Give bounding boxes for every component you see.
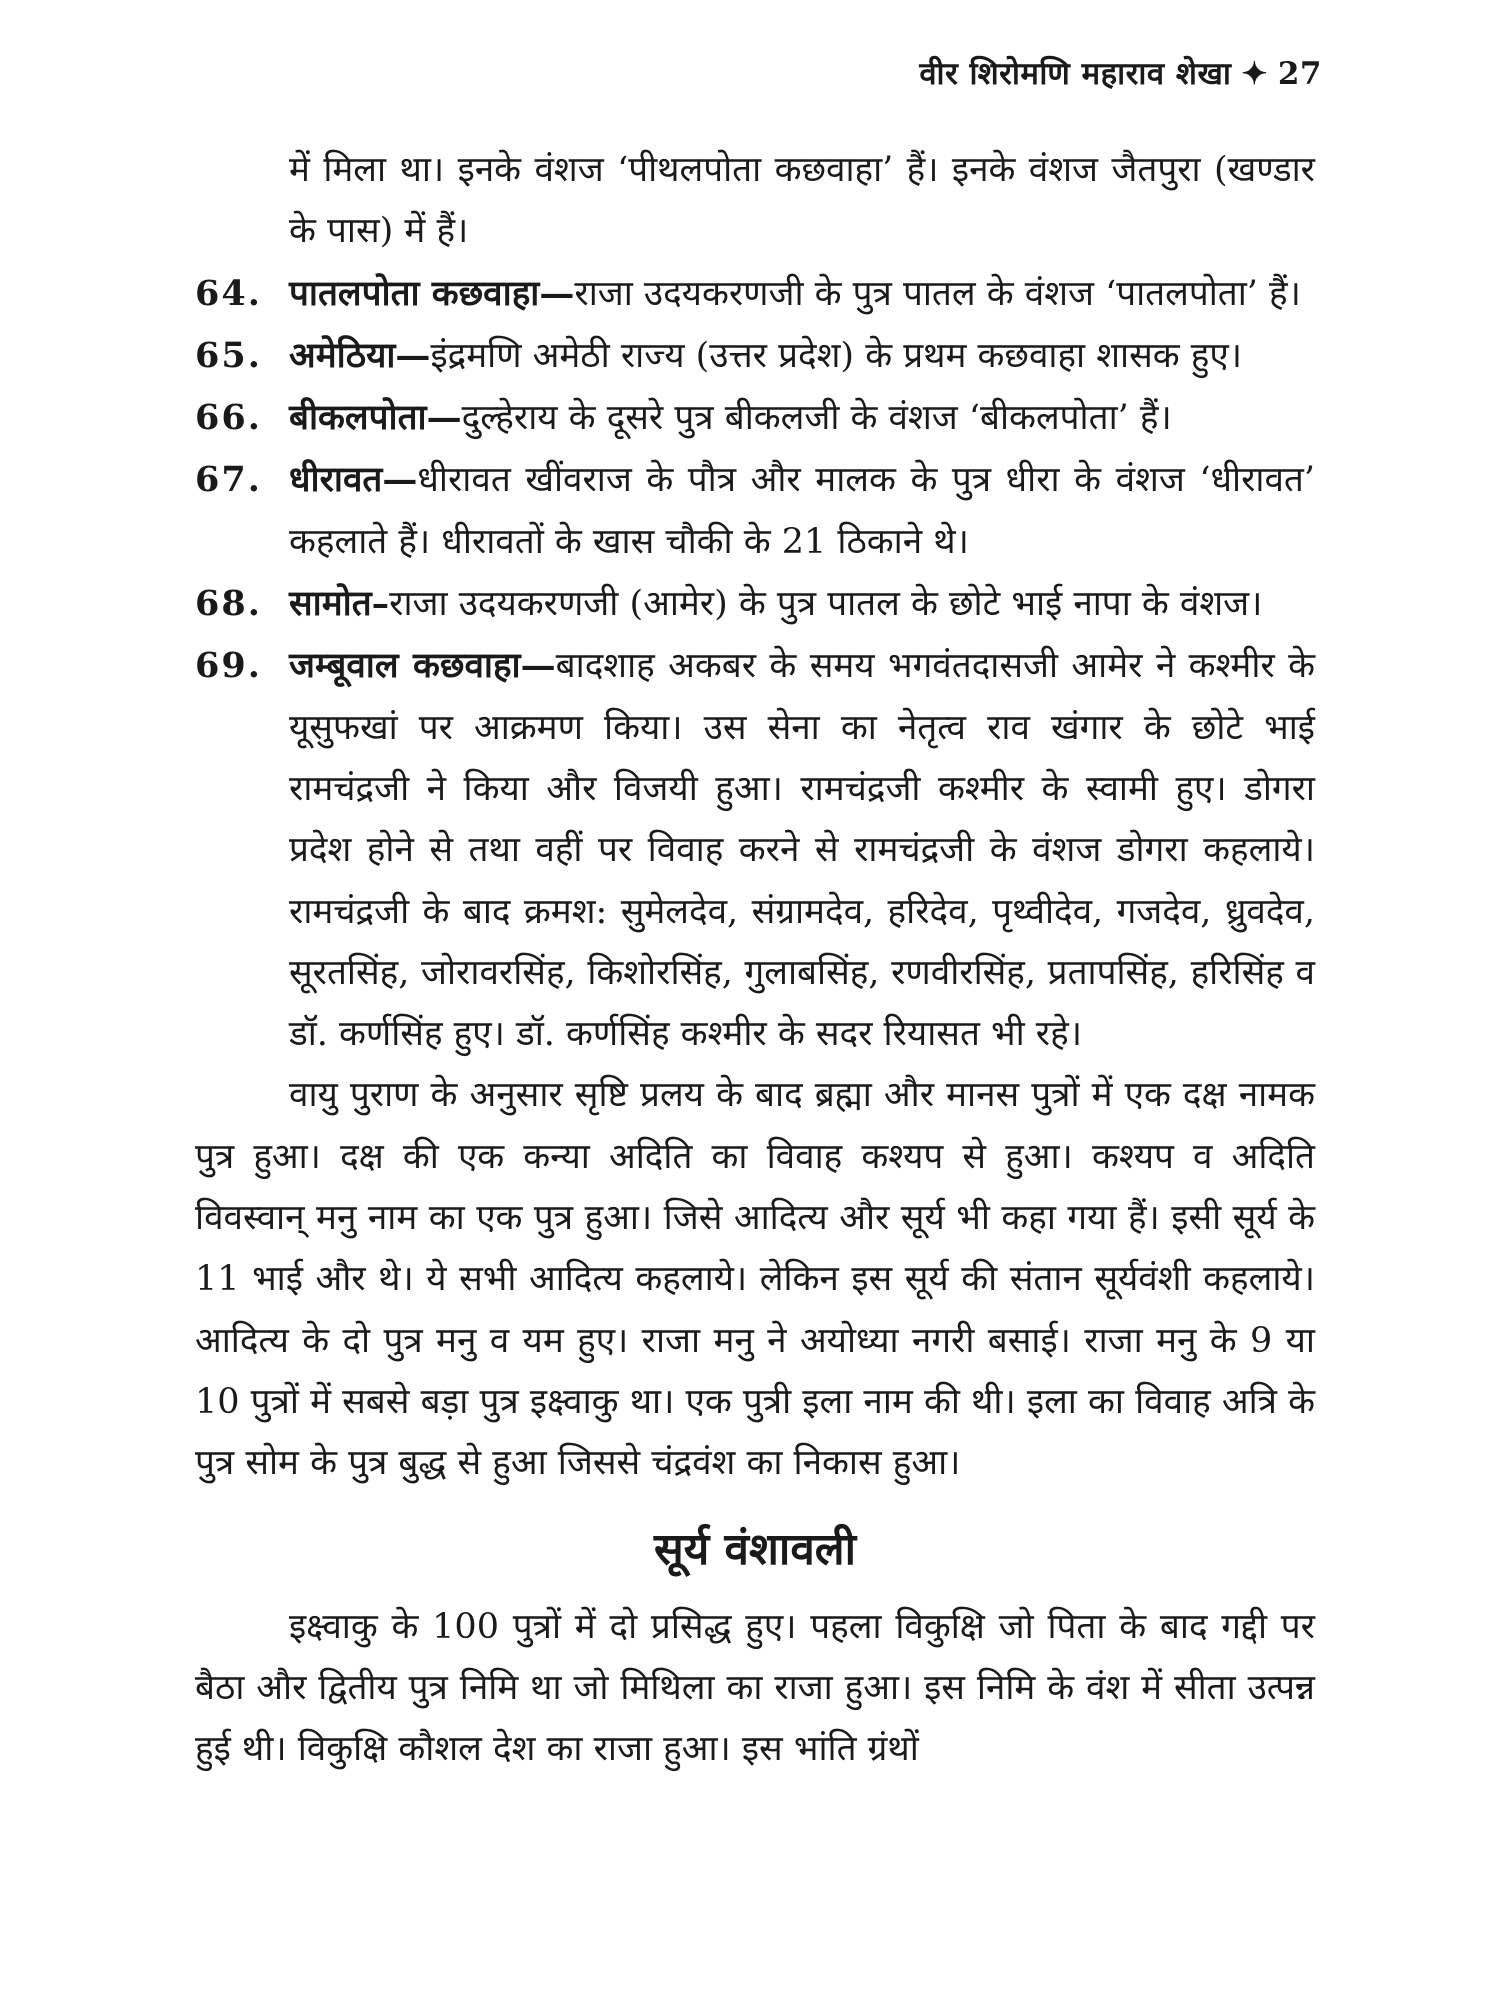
- entry-number: 67.: [195, 459, 262, 501]
- entry-body: [289, 325, 1315, 387]
- entry-text: दुल्हेराय के दूसरे पुत्र बीकलजी के वंशज ‘बीकलपोता’ हैं।: [461, 398, 1172, 439]
- entry-text: राजा उदयकरणजी (आमेर) के पुत्र पातल के छोटे भाई नापा के वंशज।: [389, 584, 1263, 625]
- section-heading: सूर्य वंशावली: [653, 1523, 857, 1575]
- entry-term: बीकलपोता—: [289, 397, 462, 439]
- paragraph-ikshvaku: इक्ष्वाकु के 100 पुत्रों में दो प्रसिद्ध हुए। पहला विकुक्षि जो पिता के बाद गद्दी पर बैठा और द्वितीय पुत्र निमि था जो मिथिला का राजा हुआ। इस निमि के वंश में सीता उत्पन्न हुई थी। विकुक्षि कौशल देश का राजा हुआ। इस भांति ग्रंथों: [195, 1606, 1315, 1770]
- entry-body: [289, 387, 1315, 449]
- entry-number: 65.: [195, 334, 262, 376]
- entry-body: [289, 635, 1315, 1065]
- entry-text: धीरावत खींवराज के पौत्र और मालक के पुत्र धीरा के वंशज ‘धीरावत’ कहलाते हैं। धीरावतों के खास चौकी के 21 ठिकाने थे।: [289, 460, 1315, 562]
- continuation-text: में मिला था। इनके वंशज ‘पीथलपोता कछवाहा’ हैं। इनके वंशज जैतपुरा (खण्डार के पास) में हैं।: [289, 150, 1315, 252]
- entry-text: इंद्रमणि अमेठी राज्य (उत्तर प्रदेश) के प्रथम कछवाहा शासक हुए।: [430, 335, 1242, 376]
- list-entry-68: [195, 573, 1315, 635]
- entry-term: जम्बूवाल कछवाहा—: [289, 645, 556, 687]
- entry-text: बादशाह अकबर के समय भगवंतदासजी आमेर ने कश्मीर के यूसुफखां पर आक्रमण किया। उस सेना का नेतृत्व राव खंगार के छोटे भाई रामचंद्रजी ने किया और विजयी हुआ। रामचंद्रजी कश्मीर के स्वामी हुए। डोगरा प्रदेश होने से तथा वहीं पर विवाह करने से रामचंद्रजी के वंशज डोगरा कहलाये। रामचंद्रजी के बाद क्रमश: सुमेलदेव, संग्रामदेव, हरिदेव, पृथ्वीदेव, गजदेव, ध्रुवदेव, सूरतसिंह, जोरावरसिंह, किशोरसिंह, गुलाबसिंह, रणवीरसिंह, प्रतापसिंह, हरिसिंह व डॉ. कर्णसिंह हुए। डॉ. कर्णसिंह कश्मीर के सदर रियासत भी रहे।: [289, 646, 1315, 1055]
- page-number: 27: [1277, 56, 1322, 92]
- entry-number: 64.: [195, 272, 262, 314]
- list-entry-67: [195, 449, 1315, 573]
- body-text: [195, 140, 1315, 1780]
- paragraph-vayu-purana: वायु पुराण के अनुसार सृष्टि प्रलय के बाद ब्रह्मा और मानस पुत्रों में एक दक्ष नामक पुत्र हुआ। दक्ष की एक कन्या अदिति का विवाह कश्यप से हुआ। कश्यप व अदिति विवस्वान् मनु नाम का एक पुत्र हुआ। जिसे आदित्य और सूर्य भी कहा गया हैं। इसी सूर्य के 11 भाई और थे। ये सभी आदित्य कहलाये। लेकिन इस सूर्य की संतान सूर्यवंशी कहलाये। आदित्य के दो पुत्र मनु व यम हुए। राजा मनु ने अयोध्या नगरी बसाई। राजा मनु के 9 या 10 पुत्रों में सबसे बड़ा पुत्र इक्ष्वाकु था। एक पुत्री इला नाम की थी। इला का विवाह अत्रि के पुत्र सोम के पुत्र बुद्ध से हुआ जिससे चंद्रवंश का निकास हुआ।: [195, 1075, 1316, 1484]
- list-entry-64: [195, 263, 1315, 325]
- entry-body: [289, 573, 1315, 635]
- entry-body: [289, 449, 1315, 573]
- entry-body: [289, 263, 1315, 325]
- entry-term: सामोत–: [289, 583, 390, 625]
- list-entry-69: [195, 635, 1315, 1065]
- entry-number: 69.: [195, 645, 262, 687]
- entry-term: अमेठिया—: [289, 334, 431, 376]
- running-head: [919, 52, 1322, 94]
- list-entry-66: [195, 387, 1315, 449]
- entry-term: पातलपोता कछवाहा—: [289, 272, 575, 314]
- entry-number: 68.: [195, 583, 262, 625]
- entry-term: धीरावत—: [289, 459, 418, 501]
- running-head-title: वीर शिरोमणि महाराव शेखा: [919, 56, 1232, 92]
- entry-text: राजा उदयकरणजी के पुत्र पातल के वंशज ‘पातलपोता’ हैं।: [574, 273, 1301, 314]
- star-separator-icon: ✦: [1241, 56, 1268, 92]
- entry-number: 66.: [195, 397, 262, 439]
- list-entry-65: [195, 325, 1315, 387]
